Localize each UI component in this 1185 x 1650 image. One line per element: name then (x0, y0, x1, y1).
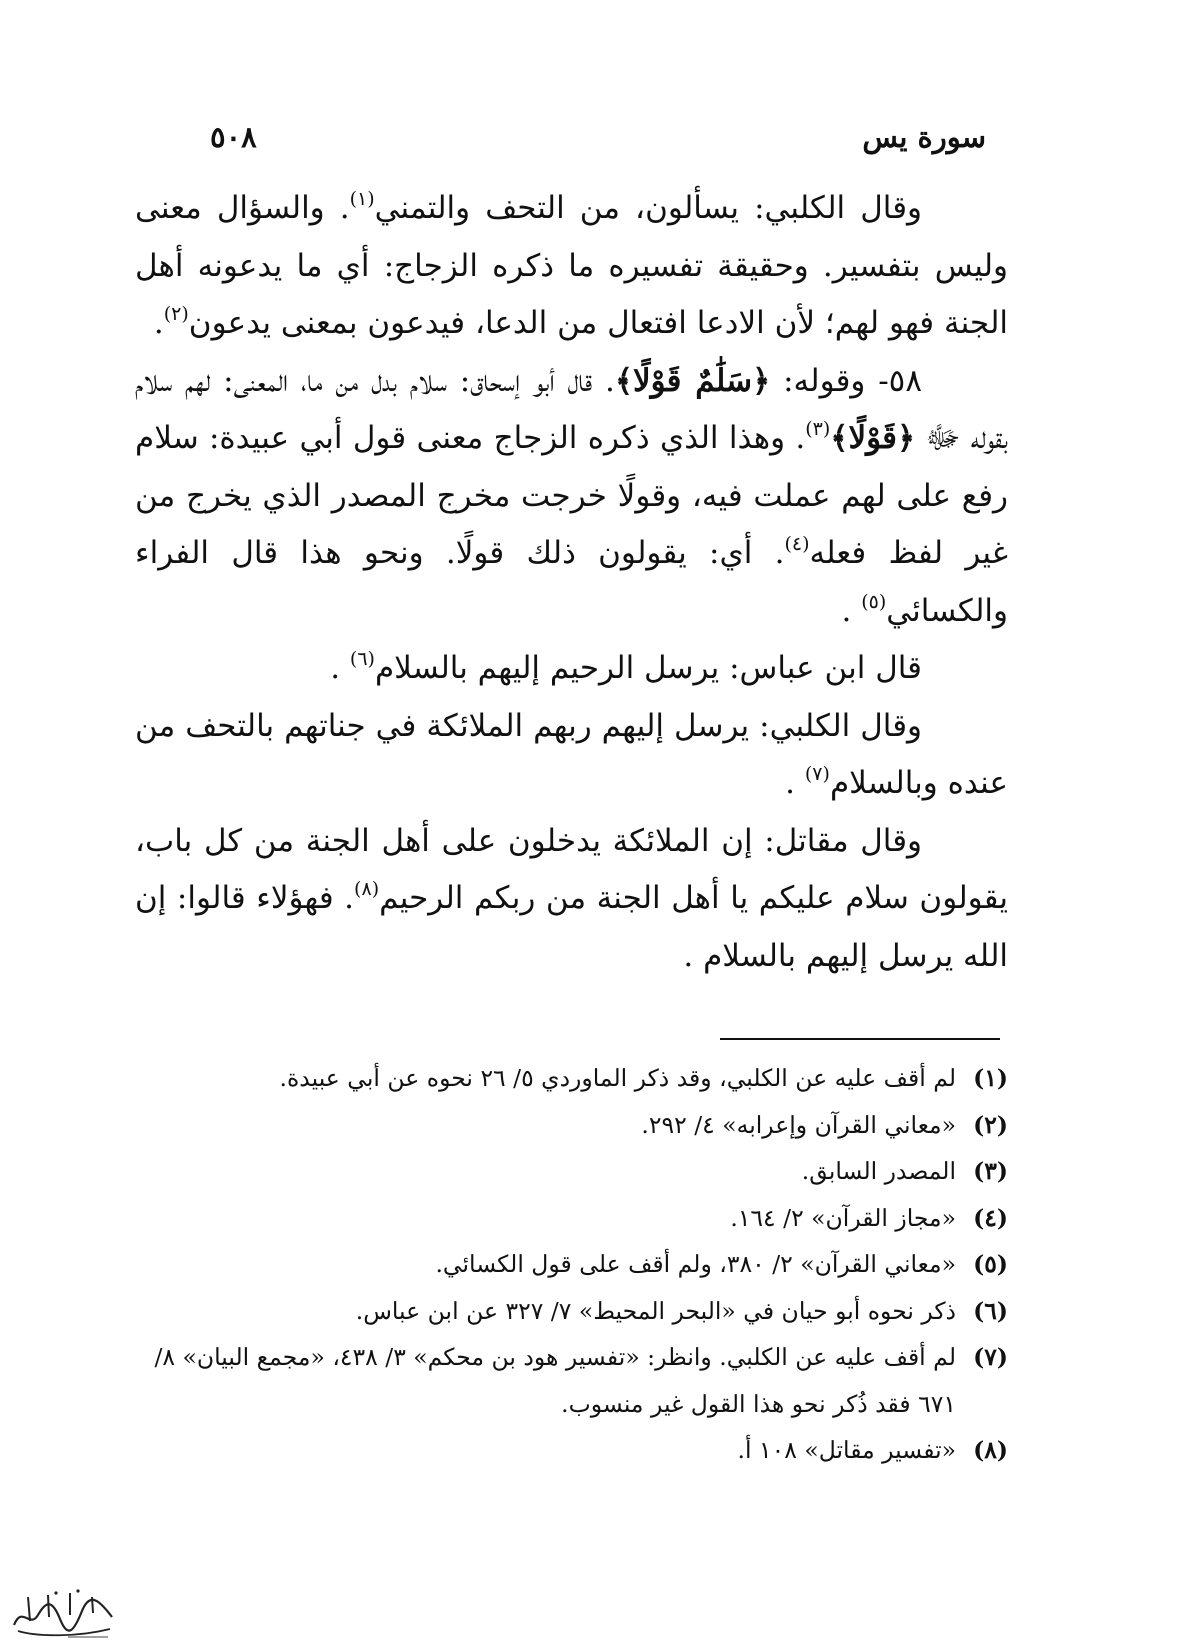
paragraph-text: وقال الكلبي: يرسل إليهم ربهم الملائكة في جناتهم بالتحف من عنده وبالسلام (135, 707, 1008, 801)
footnote-separator (720, 1038, 1000, 1040)
footnote-ref-4[interactable]: (٤) (784, 533, 810, 555)
paragraph-5 (135, 813, 1008, 986)
main-text (135, 180, 1008, 985)
footnote-text: «معاني القرآن وإعرابه» ٤/ ٢٩٢. (641, 1110, 956, 1139)
footnote-ref-6[interactable]: (٦) (349, 648, 375, 670)
footnote-2 (135, 1102, 1008, 1149)
paragraph-text: قال ابن عباس: يرسل الرحيم إليهم بالسلام (374, 650, 922, 686)
footnote-text: «معاني القرآن» ٢/ ٣٨٠، ولم أقف على قول الكسائي. (435, 1250, 956, 1278)
footnote-number: (٢) (973, 1110, 1008, 1139)
footnote-ref-2[interactable]: (٢) (163, 303, 189, 325)
footnote-text: المصدر السابق. (801, 1157, 956, 1185)
surah-title: سورة يس (862, 120, 986, 154)
footnote-ref-5[interactable]: (٥) (861, 590, 887, 613)
paragraph-text: . (153, 305, 164, 341)
quran-verse: ﴿سَلَٰمٌ قَوْلًا﴾ (614, 362, 771, 399)
footnote-number: (٣) (973, 1157, 1008, 1185)
footnote-ref-3[interactable]: (٣) (805, 418, 831, 440)
footnote-number: (١) (973, 1064, 1008, 1092)
footnote-text: لم أقف عليه عن الكلبي. وانظر: «تفسير هود بن محكم» ٣/ ٤٣٨، «مجمع البيان» ٨/ ٦٧١ فقد ذُكر نحو هذا القول غير منسوب. (154, 1343, 956, 1418)
paragraph-text: . (785, 765, 805, 801)
paragraph-text: . (841, 592, 862, 629)
footnote-ref-8[interactable]: (٨) (354, 878, 380, 900)
footnote-text: «تفسير مقاتل» ١٠٨ أ. (737, 1436, 956, 1464)
footnote-number: (٥) (973, 1250, 1008, 1278)
paragraph-2 (135, 353, 1008, 641)
paragraph-text: . (330, 650, 350, 686)
footnote-ref-1[interactable]: (١) (349, 188, 375, 210)
footnote-text: ذكر نحوه أبو حيان في «البحر المحيط» ٧/ ٣٢٧ عن ابن عباس. (355, 1296, 956, 1325)
footnote-number: (٤) (973, 1203, 1008, 1232)
footnote-7 (135, 1334, 1008, 1427)
calligraphy-logo-icon (8, 1585, 120, 1643)
paragraph-text: . فهؤلاء قالوا: إن الله يرسل إليهم بالسلام . (135, 880, 1008, 974)
footnote-number: (٨) (973, 1436, 1008, 1464)
footnote-5 (135, 1241, 1008, 1288)
paragraph-text: . قال أبو إسحاق: سلام بدل من ما، المعنى: لهم سلام بقوله ﷻ (135, 362, 1008, 456)
publisher-logo (8, 1585, 120, 1643)
footnotes (135, 1055, 1008, 1474)
page-header (210, 112, 986, 162)
paragraph-text: . أي: يقولون ذلك قولًا. ونحو هذا قال الفراء والكسائي (135, 535, 1008, 629)
quran-verse: ﴿قَوْلًا﴾ (830, 420, 916, 456)
footnote-text: «مجاز القرآن» ٢/ ١٦٤. (730, 1203, 956, 1232)
footnote-1 (135, 1055, 1008, 1102)
paragraph-1 (135, 180, 1008, 353)
paragraph-text: ٥٨- وقوله: (770, 362, 922, 399)
paragraph-3 (135, 640, 1008, 698)
page-number: ٥٠٨ (210, 120, 257, 154)
paragraph-text: . والسؤال معنى وليس بتفسير. وحقيقة تفسيره ما ذكره الزجاج: أي ما يدعونه أهل الجنة فهو لهم؛ لأن الادعا افتعال من الدعا، فيدعون بمعنى يدعون (135, 190, 1008, 341)
footnote-text: لم أقف عليه عن الكلبي، وقد ذكر الماوردي ٥/ ٢٦ نحوه عن أبي عبيدة. (279, 1064, 956, 1092)
footnote-ref-7[interactable]: (٧) (804, 763, 830, 785)
footnote-number: (٧) (973, 1343, 1008, 1371)
paragraph-text: وقال الكلبي: يسألون، من التحف والتمني (374, 190, 922, 226)
paragraph-text: . وهذا الذي ذكره الزجاج معنى قول أبي عبيدة: سلام رفع على لهم عملت فيه، وقولًا خرجت مخرج المصدر الذي يخرج من غير لفظ فعله (135, 420, 1008, 571)
paragraph-text: وقال مقاتل: إن الملائكة يدخلون على أهل الجنة من كل باب، يقولون سلام عليكم يا أهل الجنة من ربكم الرحيم (135, 822, 1008, 916)
footnote-8 (135, 1427, 1008, 1474)
footnote-6 (135, 1288, 1008, 1335)
footnote-3 (135, 1148, 1008, 1195)
footnote-4 (135, 1195, 1008, 1242)
footnote-number: (٦) (973, 1296, 1008, 1325)
paragraph-4 (135, 698, 1008, 813)
